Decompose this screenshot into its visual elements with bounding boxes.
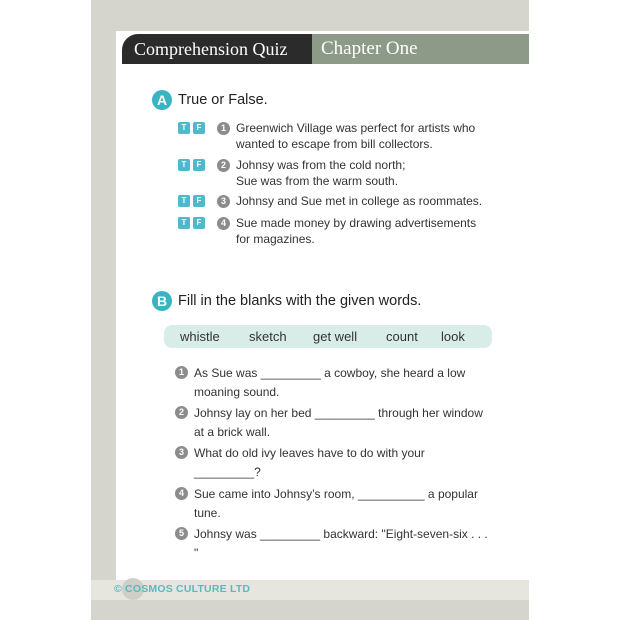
section-b-badge: B [152,291,172,311]
item-number: 1 [217,122,230,135]
section-a-heading [152,90,268,110]
item-text: Sue made money by drawing advertisements for magazines. [236,216,477,246]
item-text: What do old ivy leaves have to do with your _________? [194,446,425,479]
chapter-title: Chapter One [312,34,529,64]
section-a-badge: A [152,90,172,110]
item-text: Johnsy was from the cold north; Sue was from the warm south. [236,158,406,188]
word-bank-item: sketch [249,329,287,344]
item-text: Johnsy lay on her bed _________ through her window at a brick wall. [194,406,483,439]
item-text: Sue came into Johnsy’s room, __________ a popular tune. [194,487,478,520]
fill-item [175,485,494,523]
section-a-title: True or False. [178,92,268,108]
section-b-title: Fill in the blanks with the given words. [178,293,422,309]
word-bank [164,325,492,348]
false-option[interactable]: F [193,195,205,207]
tf-item [178,216,476,247]
tf-item [178,194,482,210]
item-number: 5 [175,527,188,540]
item-number: 2 [217,159,230,172]
false-option[interactable]: F [193,159,205,171]
quiz-header [122,34,529,64]
item-number: 1 [175,366,188,379]
fill-item [175,444,494,482]
item-number: 4 [217,217,230,230]
true-option[interactable]: T [178,159,190,171]
item-number: 2 [175,406,188,419]
tf-item [178,158,405,189]
fill-item [175,364,494,402]
word-bank-item: count [386,329,418,344]
word-bank-item: whistle [180,329,220,344]
copyright-notice: © COSMOS CULTURE LTD [114,583,251,595]
item-text: Johnsy was _________ backward: "Eight-seven-six . . . " [194,527,488,560]
section-b-heading [152,291,421,311]
item-number: 3 [175,446,188,459]
item-text: Johnsy and Sue met in college as roommates. [236,194,483,208]
true-option[interactable]: T [178,217,190,229]
item-text: As Sue was _________ a cowboy, she heard a low moaning sound. [194,366,466,399]
tf-item [178,121,475,152]
item-number: 3 [217,195,230,208]
word-bank-item: look [441,329,465,344]
item-text: Greenwich Village was perfect for artists who wanted to escape from bill collectors. [236,121,476,151]
fill-item [175,525,494,563]
item-number: 4 [175,487,188,500]
true-option[interactable]: T [178,122,190,134]
fill-item [175,404,494,442]
false-option[interactable]: F [193,122,205,134]
true-option[interactable]: T [178,195,190,207]
quiz-title: Comprehension Quiz [122,34,312,64]
false-option[interactable]: F [193,217,205,229]
word-bank-item: get well [313,329,358,344]
